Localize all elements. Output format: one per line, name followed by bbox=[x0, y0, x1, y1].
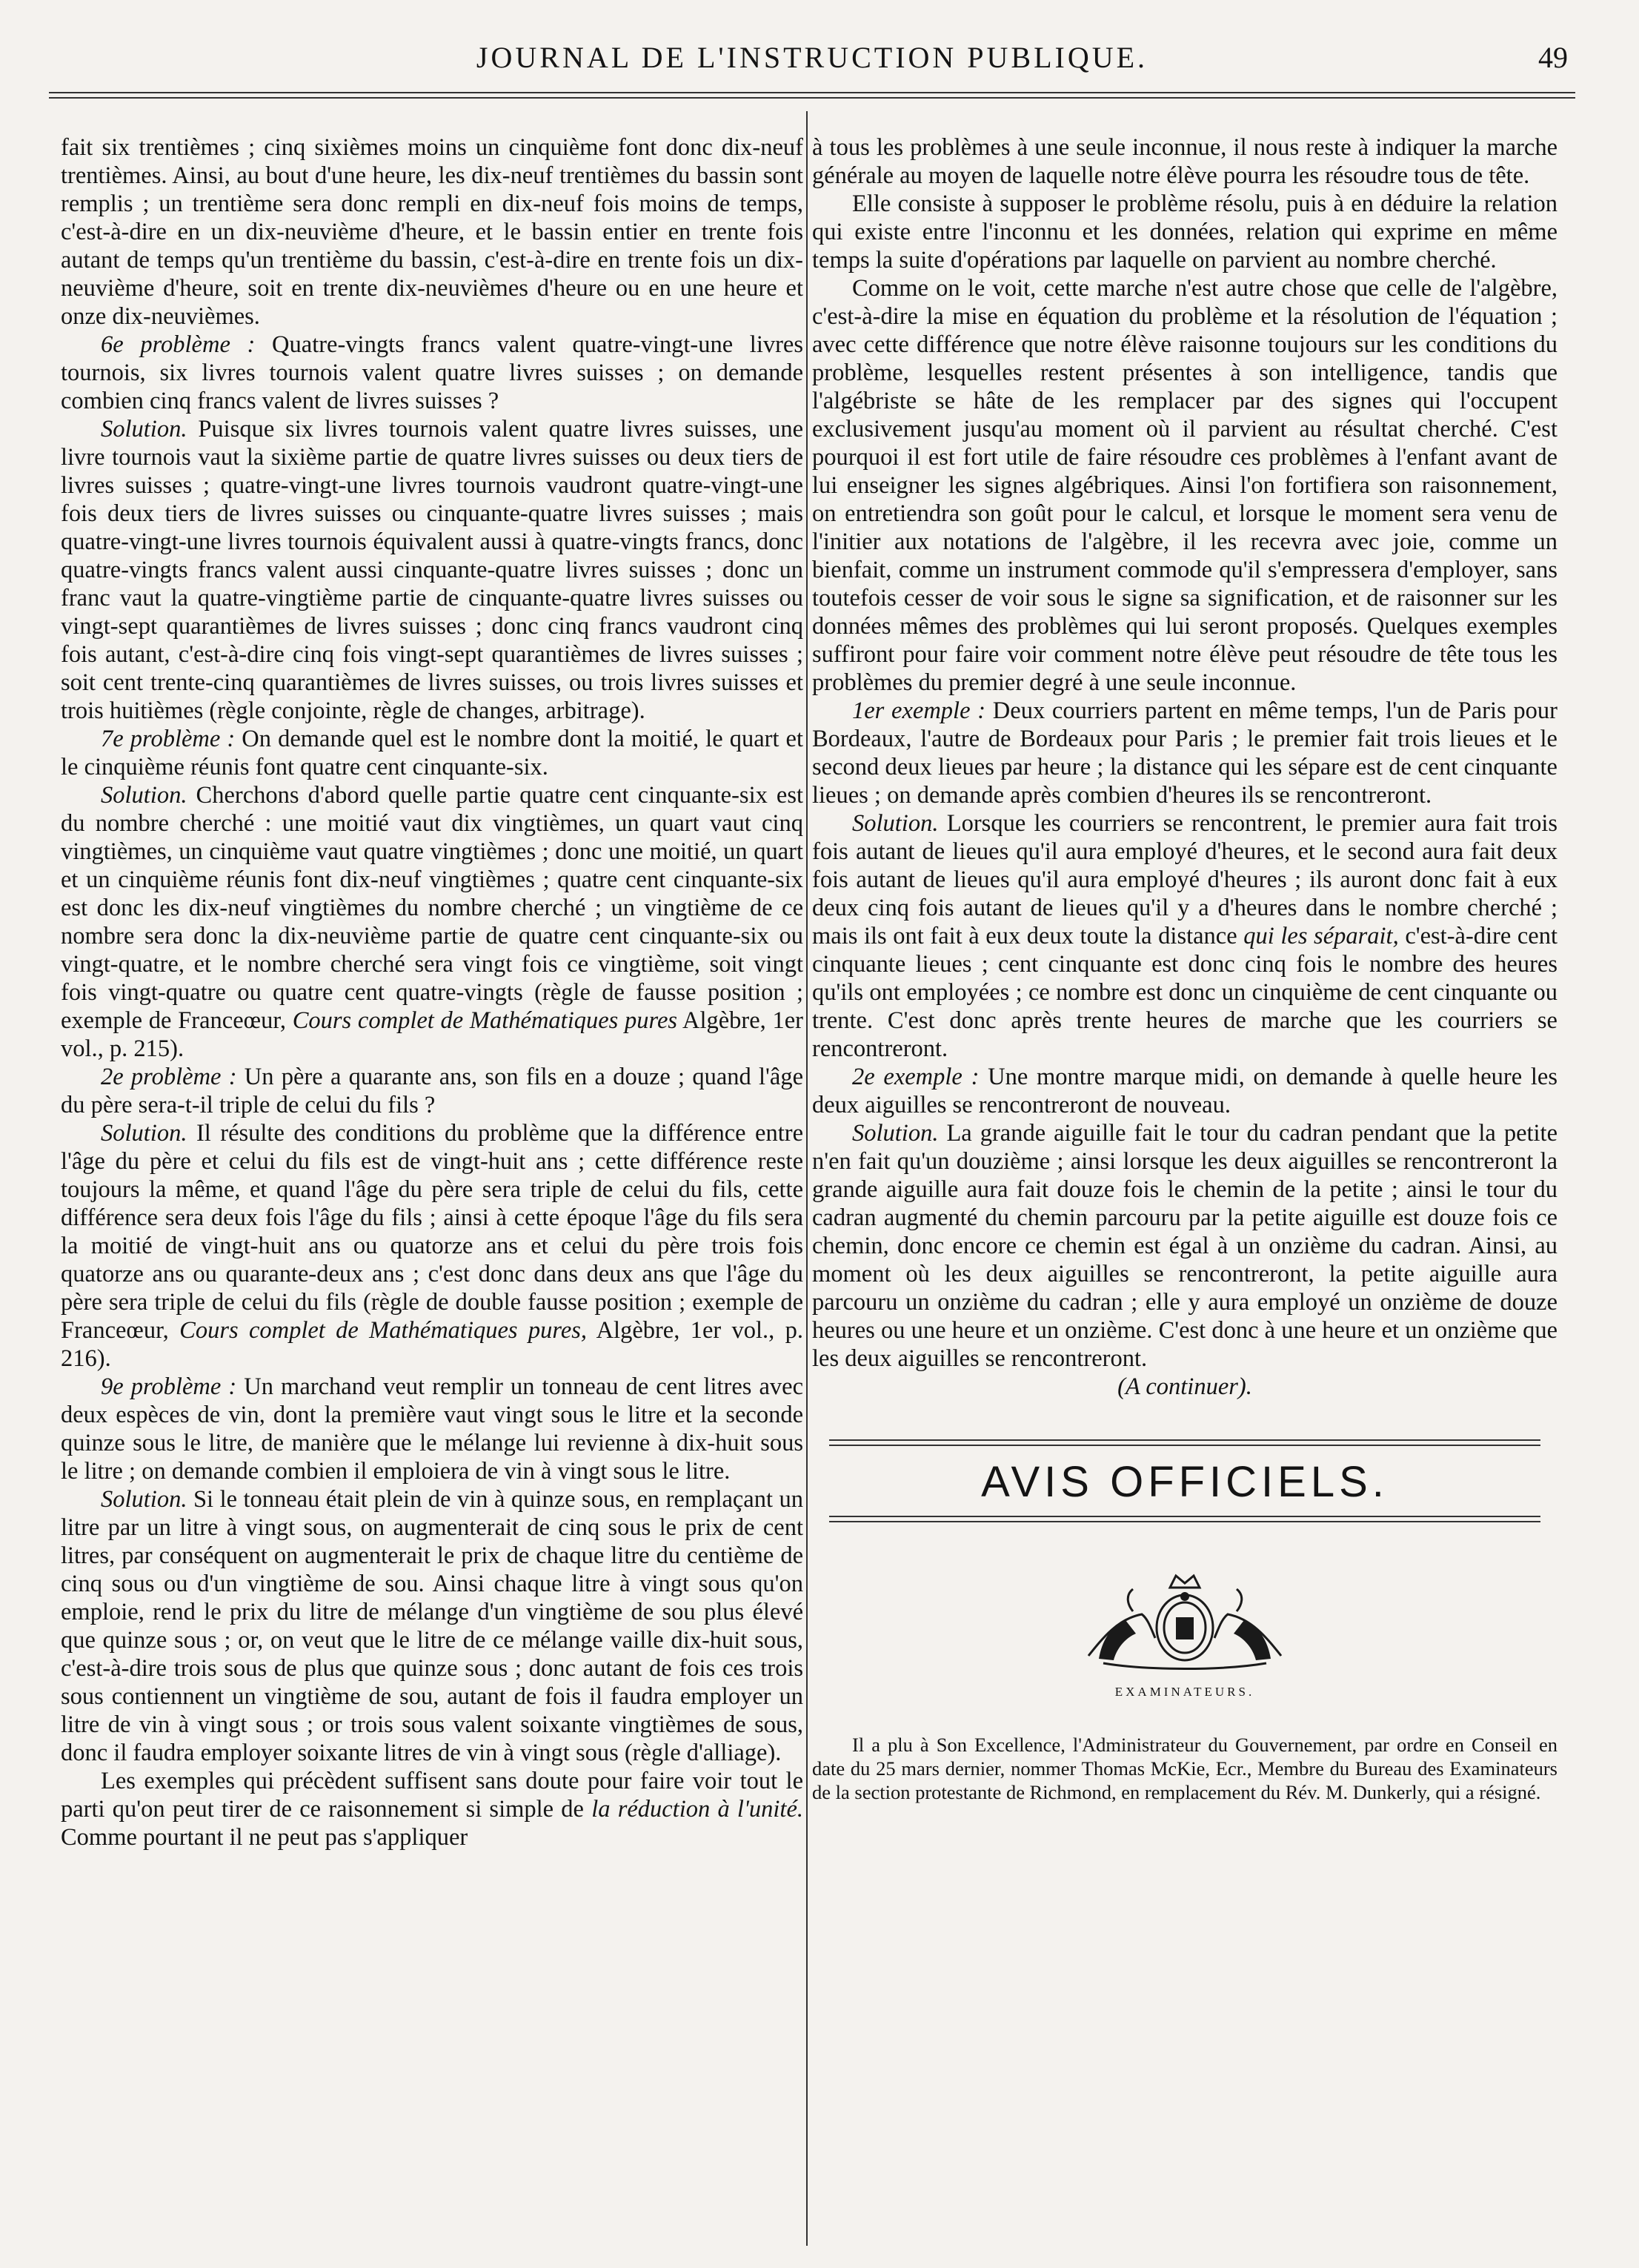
problem-9-label: 9e problème : bbox=[101, 1373, 237, 1400]
solution-example-1-text-b: c'est-à-dire cent cinquante lieues ; cent cinquante est donc cinq fois le nombre des heures qu'ils ont employées ; ce nombre est donc un cinquième de cent cinquante ou trente. C'est donc après trente heures de marche que les courriers se rencontreront. bbox=[812, 923, 1558, 1062]
solution-7 bbox=[61, 781, 803, 1063]
to-be-continued: (A continuer). bbox=[1117, 1373, 1252, 1400]
section-title-avis-officiels: AVIS OFFICIELS. bbox=[981, 1458, 1389, 1506]
example-1-label: 1er exemple : bbox=[852, 697, 986, 724]
problem-8-label: 2e problème : bbox=[101, 1064, 237, 1090]
solution-9-text: Si le tonneau était plein de vin à quinze sous, en remplaçant un litre par un litre à vingt sous, on augmenterait de cinq sous le prix de cent litres, par conséquent on augmenterait le prix de chaque litre du centième de cinq sous ou d'un vingtième de sou. Ainsi chaque litre à vingt sous qu'on emploie, rend le prix du litre de mélange d'un vingtième de sou plus élevé que quinze sous ; or, on veut que le litre de ce mélange vaille dix-huit sous, c'est-à-dire trois sous de plus que quinze sous ; donc autant de fois ces trois sous contiennent un vingtième de sou, autant de fois il faudra employer un litre de vin à vingt sous ; or trois sous valent soixante vingtièmes de sous, donc il faudra employer soixante litres de vin à vingt sous (règle d'alliage). bbox=[61, 1486, 804, 1766]
example-2-label: 2e exemple : bbox=[852, 1064, 980, 1090]
official-notice: Il a plu à Son Excellence, l'Administrateur du Gouvernement, par ordre en Conseil en date du 25 mars dernier, nommer Thomas McKie, Ecr., Membre du Bureau des Examinateurs de la section protestante de Richmond, en remplacement du Rév. M. Dunkerly, qui a résigné. bbox=[812, 1734, 1557, 1803]
paragraph-algebre: Comme on le voit, cette marche n'est autre chose que celle de l'algèbre, c'est-à-dire la mise en équation du problème et la résolution de l'équation ; avec cette différence que notre élève raisonne toujours sur les conditions du problème, lesquelles restent présentes à son intelligence, tandis que l'algébriste se hâte de les remplacer par des signes qui l'occupent exclusivement jusqu'au moment où il parvient au résultat cherché. C'est pourquoi il est fort utile de faire résoudre ces problèmes à l'enfant avant de lui enseigner les signes algébriques. Ainsi l'on fortifiera son raisonnement, on entretiendra son goût pour le calcul, et lorsque le moment sera venu de l'initier aux notations de l'algèbre, il les recevra avec joie, comme un bienfait, comme un instrument commode qu'il s'empressera d'employer, sans toutefois cesser de voir sous le signe sa signification, et de raisonner sur les données mêmes des problèmes qui lui seront proposés. Quelques exemples suffiront pour faire voir comment notre élève peut résoudre de tête tous les problèmes du premier degré à une seule inconnue. bbox=[812, 275, 1557, 696]
problem-7 bbox=[61, 725, 803, 781]
problem-7-text: On demande quel est le nombre dont la moitié, le quart et le cinquième réunis font quatre cent cinquante-six. bbox=[61, 726, 804, 780]
solution-9 bbox=[61, 1485, 803, 1767]
examinateurs-heading: EXAMINATEURS. bbox=[1114, 1685, 1255, 1699]
problem-9 bbox=[61, 1373, 803, 1485]
solution-8-end: Algèbre, 1er vol., p. 216). bbox=[61, 1317, 804, 1372]
solution-example-2-label: Solution. bbox=[852, 1120, 939, 1147]
problem-9-text: Un marchand veut remplir un tonneau de cent litres avec deux espèces de vin, dont la première vaut vingt sous le litre et la seconde quinze sous le litre, de manière que le mélange lui revienne à dix-huit sous le litre ; on demande combien il emploiera de vin à vingt sous le litre. bbox=[61, 1373, 804, 1485]
solution-8-text: Il résulte des conditions du problème que la différence entre l'âge du père et celui du fils est de vingt-huit ans ; cette différence reste toujours la même, et quand l'âge du père sera triple de celui du fils, cette différence sera deux fois l'âge du fils ; ainsi à cette époque l'âge du fils sera la moitié de vingt-huit ans ou quatorze ans et celui du père trois fois quatorze ans ou quarante-deux ans ; c'est donc dans deux ans que l'âge du père sera triple de celui du fils (règle de double fausse position ; exemple de Franceœur, bbox=[61, 1120, 803, 1344]
solution-8-label: Solution. bbox=[101, 1120, 187, 1147]
problem-6-label: 6e problème : bbox=[101, 331, 256, 358]
example-1-text: Deux courriers partent en même temps, l'un de Paris pour Bordeaux, l'autre de Bordeaux pour Paris ; le premier fait trois lieues et le second deux lieues par heure ; la distance qui les sépare est de cent cinquante lieues ; on demande après combien d'heures ils se rencontreront. bbox=[812, 697, 1557, 809]
solution-example-2-text: La grande aiguille fait le tour du cadran pendant que la petite n'en fait qu'un douzième ; ainsi lorsque les deux aiguilles se rencontreront la grande aiguille aura fait douze fois le chemin de la petite ; ainsi le tour du cadran augmenté du chemin parcouru par la petite aiguille est douze fois ce chemin, donc encore ce chemin est égal à un onzième du cadran. Ainsi, au moment où les deux aiguilles se rencontreront, la petite aiguille aura parcouru un onzième du cadran ; elle y aura employé un onzième de douze heures ou une heure et un onzième. C'est donc à une heure et un onzième que les deux aiguilles se rencontreront. bbox=[812, 1120, 1558, 1372]
section-rule-top bbox=[829, 1439, 1540, 1446]
solution-8 bbox=[61, 1119, 803, 1373]
page-number: 49 bbox=[1538, 41, 1568, 74]
reduction-emphasis: la réduction à l'unité. bbox=[591, 1796, 803, 1823]
solution-6-text: Puisque six livres tournois valent quatre livres suisses, une livre tournois vaut la sixième partie de quatre livres suisses ou deux tiers de livres suisses ; quatre-vingt-une livres tournois vaudront quatre-vingt-une fois deux tiers de livres suisses ou cinquante-quatre livres suisses ; mais quatre-vingt-une livres tournois équivalent aussi à quatre-vingts francs, donc quatre-vingts francs valent aussi cinquante-quatre livres suisses ; donc un franc vaut la quatre-vingtième partie de cinquante-quatre livres suisses ou vingt-sept quarantièmes de livres suisses ; donc cinq francs vaudront cinq fois autant, c'est-à-dire cinq fois vingt-sept quarantièmes de livres suisses ; soit cent trente-cinq quarantièmes de livres suisses, ou trois livres suisses et trois huitièmes (règle conjointe, règle de changes, arbitrage). bbox=[61, 416, 803, 724]
solution-7-text: Cherchons d'abord quelle partie quatre cent cinquante-six est du nombre cherché : une moitié vaut dix vingtièmes, un quart vaut cinq vingtièmes, un cinquième vaut quatre vingtièmes ; donc une moitié, un quart et un cinquième réunis font dix-neuf vingtièmes ; quatre cent cinquante-six est donc les dix-neuf vingtièmes du nombre cherché ; un vingtième de ce nombre sera donc la dix-neuvième partie de quatre cent cinquante-six ou vingt-quatre, et le nombre cherché sera vingt fois ce vingtième, soit vingt fois vingt-quatre ou quatre cent quatre-vingts (règle de fausse position ; exemple de Franceœur, bbox=[61, 782, 804, 1034]
problem-6-text: Quatre-vingts francs valent quatre-vingt-une livres tournois, six livres tournois valent quatre livres suisses ; on demande combien cinq francs valent de livres suisses ? bbox=[61, 331, 803, 414]
solution-7-end: Algèbre, 1er vol., p. 215). bbox=[61, 1007, 804, 1062]
solution-6 bbox=[61, 415, 803, 725]
paragraph-reduction bbox=[61, 1767, 803, 1851]
solution-7-reference: Cours complet de Mathématiques pures bbox=[292, 1007, 678, 1034]
problem-6 bbox=[61, 331, 803, 415]
header-rule bbox=[49, 92, 1575, 99]
left-column bbox=[61, 133, 803, 1851]
solution-7-label: Solution. bbox=[101, 782, 187, 809]
solution-example-1-emphasis: qui les séparait, bbox=[1243, 923, 1399, 949]
example-2 bbox=[812, 1063, 1557, 1119]
solution-6-label: Solution. bbox=[101, 416, 187, 442]
problem-7-label: 7e problème : bbox=[101, 726, 236, 752]
reduction-text: Les exemples qui précèdent suffisent sans doute pour faire voir tout le parti qu'on peut tirer de ce raisonnement si simple de bbox=[61, 1768, 803, 1823]
solution-8-reference: Cours complet de Mathématiques pures, bbox=[179, 1317, 588, 1344]
page-header bbox=[49, 40, 1575, 86]
paragraph-marche: à tous les problèmes à une seule inconnue, il nous reste à indiquer la marche générale au moyen de laquelle notre élève pourra les résoudre tous de tête. bbox=[812, 134, 1557, 189]
example-2-text: Une montre marque midi, on demande à quelle heure les deux aiguilles se rencontreront de nouveau. bbox=[812, 1064, 1558, 1118]
royal-coat-of-arms-icon bbox=[1059, 1567, 1311, 1678]
solution-example-1-label: Solution. bbox=[852, 810, 939, 837]
column-divider bbox=[806, 111, 808, 2246]
reduction-end: Comme pourtant il ne peut pas s'appliquer bbox=[61, 1824, 468, 1851]
problem-8-text: Un père a quarante ans, son fils en a douze ; quand l'âge du père sera-t-il triple de celui du fils ? bbox=[61, 1064, 803, 1118]
solution-example-1-text-a: Lorsque les courriers se rencontrent, le premier aura fait trois fois autant de lieues qu'il aura employé d'heures, et le second aura fait deux fois autant de lieues qu'il aura employé d'heures ; ils auront donc fait à eux deux cinq fois autant de lieues qu'il y a d'heures dans le nombre cherché ; mais ils ont fait à eux deux toute la distance bbox=[812, 810, 1558, 949]
paragraph-methode: Elle consiste à supposer le problème résolu, puis à en déduire la relation qui existe entre l'inconnu et les données, relation qui exprime en même temps la suite d'opérations par laquelle on parvient au nombre cherché. bbox=[812, 190, 1557, 273]
section-rule-bottom bbox=[829, 1516, 1540, 1522]
example-1 bbox=[812, 697, 1557, 809]
solution-9-label: Solution. bbox=[101, 1486, 187, 1513]
problem-8 bbox=[61, 1063, 803, 1119]
solution-example-2 bbox=[812, 1119, 1557, 1373]
right-column bbox=[812, 133, 1557, 1804]
solution-example-1 bbox=[812, 809, 1557, 1063]
paragraph-bassin-end: fait six trentièmes ; cinq sixièmes moins un cinquième font donc dix-neuf trentièmes. Ainsi, au bout d'une heure, les dix-neuf trentièmes du bassin sont remplis ; un trentième sera donc rempli en dix-neuf fois moins de temps, c'est-à-dire en un dix-neuvième d'heure, et le bassin entier en trente fois autant de temps qu'un trentième du bassin, c'est-à-dire en trente fois un dix-neuvième d'heure, soit en trente dix-neuvièmes d'heure ou en une heure et onze dix-neuvièmes. bbox=[61, 134, 803, 330]
journal-title: JOURNAL DE L'INSTRUCTION PUBLIQUE. bbox=[476, 41, 1148, 74]
